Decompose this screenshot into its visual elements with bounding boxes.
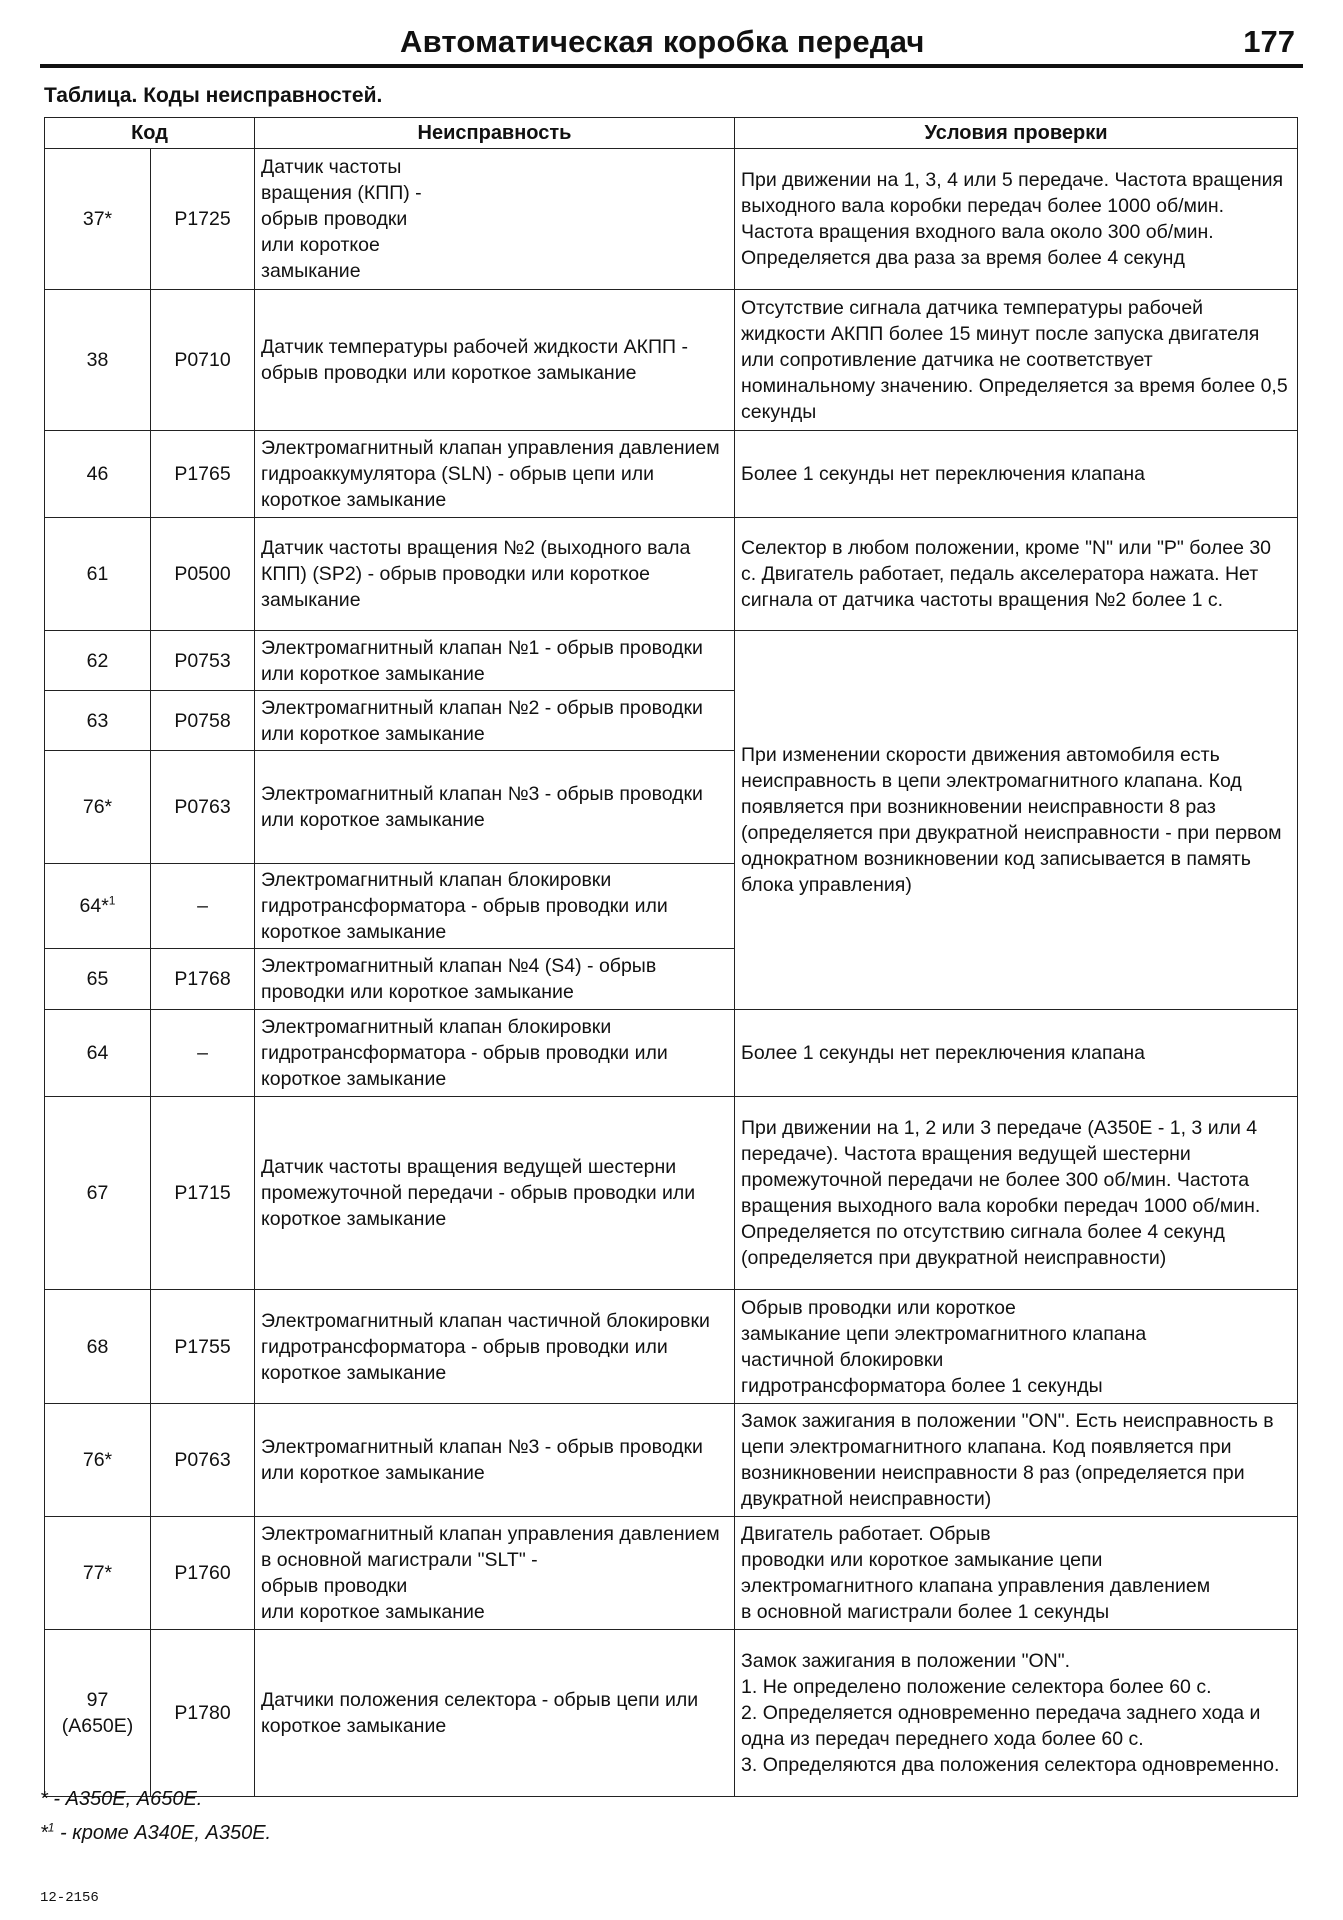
print-code: 12-2156: [40, 1890, 99, 1906]
obd-cell: P0758: [151, 691, 255, 751]
fault-cell: Электромагнитный клапан управления давлением в основной магистрали "SLT" - обрыв проводки или короткое замыкание: [255, 1517, 735, 1630]
fault-cell: Электромагнитный клапан №1 - обрыв проводки или короткое замыкание: [255, 631, 735, 691]
page-number: 177: [1243, 24, 1295, 59]
code-cell: 61: [45, 518, 151, 631]
code-cell: 76*: [45, 1404, 151, 1517]
table-row: [45, 631, 1298, 691]
conditions-cell: Замок зажигания в положении "ON". 1. Не определено положение селектора более 60 с. 2. Определяется одновременно передача заднего хода и одна из передач переднего хода более 60 с. 3. Определяются два положения селектора одновременно.: [735, 1630, 1298, 1797]
page-header: [40, 22, 1303, 68]
table-row: [45, 290, 1298, 431]
footnote-star: [40, 1788, 202, 1811]
code-value: 64*: [79, 895, 109, 917]
table-row: [45, 1290, 1298, 1404]
fault-cell: Электромагнитный клапан блокировки гидротрансформатора - обрыв проводки или короткое замыкание: [255, 864, 735, 949]
obd-cell: P0763: [151, 1404, 255, 1517]
shared-conditions-cell: При изменении скорости движения автомобиля есть неисправность в цепи электромагнитного клапана. Код появляется при возникновении неисправности 8 раз (определяется при двукратной неисправности - при первом однократном возникновении код записывается в память блока управления): [735, 631, 1298, 1010]
header-code: Код: [45, 118, 255, 149]
code-cell: 77*: [45, 1517, 151, 1630]
obd-cell: P1780: [151, 1630, 255, 1797]
table-row: [45, 1097, 1298, 1290]
obd-cell: –: [151, 1010, 255, 1097]
footnote-star1-text: - кроме А340Е, А350Е.: [54, 1822, 272, 1844]
obd-cell: P0763: [151, 751, 255, 864]
obd-cell: P1715: [151, 1097, 255, 1290]
table-caption: Таблица. Коды неисправностей.: [44, 84, 383, 107]
obd-cell: P1768: [151, 949, 255, 1010]
code-cell: 46: [45, 431, 151, 518]
fault-codes-table: [44, 117, 1298, 1797]
conditions-cell: Двигатель работает. Обрыв проводки или короткое замыкание цепи электромагнитного клапана управления давлением в основной магистрали более 1 секунды: [735, 1517, 1298, 1630]
conditions-cell: Селектор в любом положении, кроме "N" или "P" более 30 с. Двигатель работает, педаль акселератора нажата. Нет сигнала от датчика частоты вращения №2 более 1 с.: [735, 518, 1298, 631]
obd-cell: P0753: [151, 631, 255, 691]
header-conditions: Условия проверки: [735, 118, 1298, 149]
fault-cell: Электромагнитный клапан блокировки гидротрансформатора - обрыв проводки или короткое замыкание: [255, 1010, 735, 1097]
conditions-cell: Обрыв проводки или короткое замыкание цепи электромагнитного клапана частичной блокировки гидротрансформатора более 1 секунды: [735, 1290, 1298, 1404]
obd-cell: P0710: [151, 290, 255, 431]
fault-cell: Электромагнитный клапан №3 - обрыв проводки или короткое замыкание: [255, 751, 735, 864]
footnote-star-text: - А350Е, А650Е.: [47, 1788, 203, 1810]
table-header-row: [45, 118, 1298, 149]
code-cell: 37*: [45, 149, 151, 290]
fault-cell: Датчики положения селектора - обрыв цепи или короткое замыкание: [255, 1630, 735, 1797]
code-cell: 68: [45, 1290, 151, 1404]
footnote-star1-sup: 1: [47, 1820, 55, 1835]
code-cell: 76*: [45, 751, 151, 864]
footnote-star1: [40, 1822, 271, 1845]
footnote-star1-mark: *: [40, 1822, 48, 1844]
header-fault: Неисправность: [255, 118, 735, 149]
obd-cell: P1760: [151, 1517, 255, 1630]
table-row: [45, 1404, 1298, 1517]
fault-cell: Электромагнитный клапан №4 (S4) - обрыв проводки или короткое замыкание: [255, 949, 735, 1010]
table-row: [45, 518, 1298, 631]
fault-cell: Датчик температуры рабочей жидкости АКПП - обрыв проводки или короткое замыкание: [255, 290, 735, 431]
fault-cell: Датчик частоты вращения №2 (выходного вала КПП) (SP2) - обрыв проводки или короткое замыкание: [255, 518, 735, 631]
code-cell: 38: [45, 290, 151, 431]
footnote-star-mark: *: [40, 1788, 48, 1810]
conditions-cell: Замок зажигания в положении "ON". Есть неисправность в цепи электромагнитного клапана. Код появляется при возникновении неисправности 8 раз (определяется при двукратной неисправности): [735, 1404, 1298, 1517]
obd-cell: P0500: [151, 518, 255, 631]
table-row: [45, 1010, 1298, 1097]
fault-cell: Датчик частоты вращения (КПП) - обрыв проводки или короткое замыкание: [255, 149, 735, 290]
code-cell: 62: [45, 631, 151, 691]
code-cell: 64: [45, 1010, 151, 1097]
fault-cell: Электромагнитный клапан №2 - обрыв проводки или короткое замыкание: [255, 691, 735, 751]
code-footnote-mark: 1: [108, 893, 116, 908]
obd-cell: P1725: [151, 149, 255, 290]
obd-cell: P1755: [151, 1290, 255, 1404]
table-row: [45, 1517, 1298, 1630]
fault-cell: Датчик частоты вращения ведущей шестерни промежуточной передачи - обрыв проводки или короткое замыкание: [255, 1097, 735, 1290]
code-cell: 97 (А650Е): [45, 1630, 151, 1797]
conditions-cell: При движении на 1, 3, 4 или 5 передаче. Частота вращения выходного вала коробки передач более 1000 об/мин. Частота вращения входного вала около 300 об/мин. Определяется два раза за время более 4 секунд: [735, 149, 1298, 290]
conditions-cell: При движении на 1, 2 или 3 передаче (А350Е - 1, 3 или 4 передаче). Частота вращения ведущей шестерни промежуточной передачи не более 300 об/мин. Частота вращения выходного вала коробки передач 1000 об/мин. Определяется по отсутствию сигнала более 4 секунд (определяется при двукратной неисправности): [735, 1097, 1298, 1290]
conditions-cell: Отсутствие сигнала датчика температуры рабочей жидкости АКПП более 15 минут после запуска двигателя или сопротивление датчика не соответствует номинальному значению. Определяется за время более 0,5 секунды: [735, 290, 1298, 431]
fault-cell: Электромагнитный клапан частичной блокировки гидротрансформатора - обрыв проводки или короткое замыкание: [255, 1290, 735, 1404]
conditions-cell: Более 1 секунды нет переключения клапана: [735, 1010, 1298, 1097]
code-cell: [45, 864, 151, 949]
obd-cell: –: [151, 864, 255, 949]
fault-cell: Электромагнитный клапан №3 - обрыв проводки или короткое замыкание: [255, 1404, 735, 1517]
obd-cell: P1765: [151, 431, 255, 518]
conditions-cell: Более 1 секунды нет переключения клапана: [735, 431, 1298, 518]
code-cell: 63: [45, 691, 151, 751]
table-row: [45, 149, 1298, 290]
table-row: [45, 431, 1298, 518]
code-cell: 67: [45, 1097, 151, 1290]
fault-cell: Электромагнитный клапан управления давлением гидроаккумулятора (SLN) - обрыв цепи или короткое замыкание: [255, 431, 735, 518]
code-cell: 65: [45, 949, 151, 1010]
page-title: Автоматическая коробка передач: [400, 24, 925, 59]
table-row: [45, 1630, 1298, 1797]
